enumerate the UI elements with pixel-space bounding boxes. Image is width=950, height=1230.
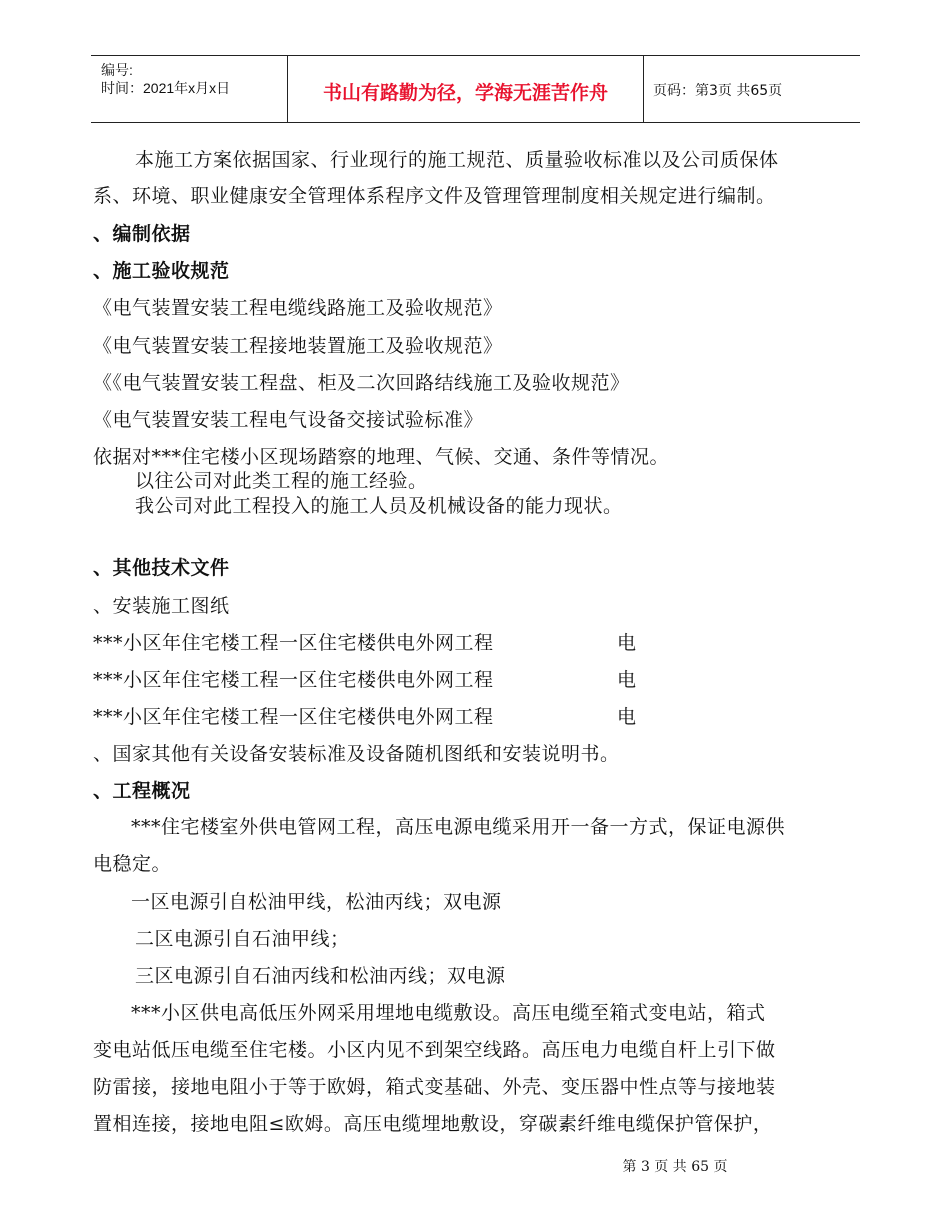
basis-item: 我公司对此工程投入的施工人员及机械设备的能力现状。 <box>135 495 623 517</box>
spec-item: 《电气装置安装工程接地装置施工及验收规范》 <box>93 335 503 357</box>
header-page-cell <box>643 56 860 122</box>
overview-line: ***住宅楼室外供电管网工程，高压电源电缆采用开一备一方式，保证电源供 <box>131 816 786 838</box>
drawing-item: ***小区年住宅楼工程一区住宅楼供电外网工程 <box>93 669 494 691</box>
overview-line: 防雷接，接地电阻小于等于欧姆，箱式变基础、外壳、变压器中性点等与接地装 <box>93 1076 776 1098</box>
drawings-heading: 、安装施工图纸 <box>93 595 230 617</box>
overview-line: 三区电源引自石油丙线和松油丙线；双电源 <box>135 965 506 987</box>
heading-acceptance-specs: 、施工验收规范 <box>93 260 230 282</box>
basis-item: 依据对***住宅楼小区现场踏察的地理、气候、交通、条件等情况。 <box>93 446 670 468</box>
header-page-info: 页码：第3页 共65页 <box>653 83 783 99</box>
overview-line: 置相连接，接地电阻≤欧姆。高压电缆埋地敷设，穿碳素纤维电缆保护管保护， <box>93 1113 773 1135</box>
national-standards-item: 、国家其他有关设备安装标准及设备随机图纸和安装说明书。 <box>93 743 620 765</box>
page-header <box>91 55 860 123</box>
intro-paragraph-line-1: 本施工方案依据国家、行业现行的施工规范、质量验收标准以及公司质保体 <box>135 149 779 171</box>
page-footer: 第 3 页 共 65 页 <box>622 1159 728 1175</box>
overview-line: 电稳定。 <box>93 853 172 875</box>
overview-line: 一区电源引自松油甲线，松油丙线；双电源 <box>131 891 502 913</box>
drawing-item: ***小区年住宅楼工程一区住宅楼供电外网工程 <box>93 632 494 654</box>
header-motto-cell <box>287 56 644 122</box>
header-info-cell <box>91 56 287 122</box>
motto-text: 书山有路勤为径，学海无涯苦作舟 <box>322 82 608 104</box>
intro-paragraph-line-2: 系、环境、职业健康安全管理体系程序文件及管理管理制度相关规定进行编制。 <box>93 185 776 207</box>
heading-compilation-basis: 、编制依据 <box>93 223 191 245</box>
document-code-label: 编号: <box>101 62 133 78</box>
spec-item: 《电气装置安装工程电缆线路施工及验收规范》 <box>93 297 503 319</box>
overview-line: 二区电源引自石油甲线； <box>135 928 350 950</box>
drawing-item-tag: 电 <box>617 632 637 654</box>
overview-line: ***小区供电高低压外网采用埋地电缆敷设。高压电缆至箱式变电站，箱式 <box>131 1002 766 1024</box>
drawing-item: ***小区年住宅楼工程一区住宅楼供电外网工程 <box>93 706 494 728</box>
drawing-item-tag: 电 <box>617 706 637 728</box>
overview-line: 变电站低压电缆至住宅楼。小区内见不到架空线路。高压电力电缆自杆上引下做 <box>93 1039 776 1061</box>
heading-other-tech-docs: 、其他技术文件 <box>93 557 230 579</box>
spec-item: 《《电气装置安装工程盘、柜及二次回路结线施工及验收规范》 <box>93 372 630 394</box>
drawing-item-tag: 电 <box>617 669 637 691</box>
heading-project-overview: 、工程概况 <box>93 780 191 802</box>
basis-item: 以往公司对此类工程的施工经验。 <box>135 470 428 492</box>
spec-item: 《电气装置安装工程电气设备交接试验标准》 <box>93 409 484 431</box>
document-time-label: 时间：2021年x月x日 <box>101 80 231 96</box>
